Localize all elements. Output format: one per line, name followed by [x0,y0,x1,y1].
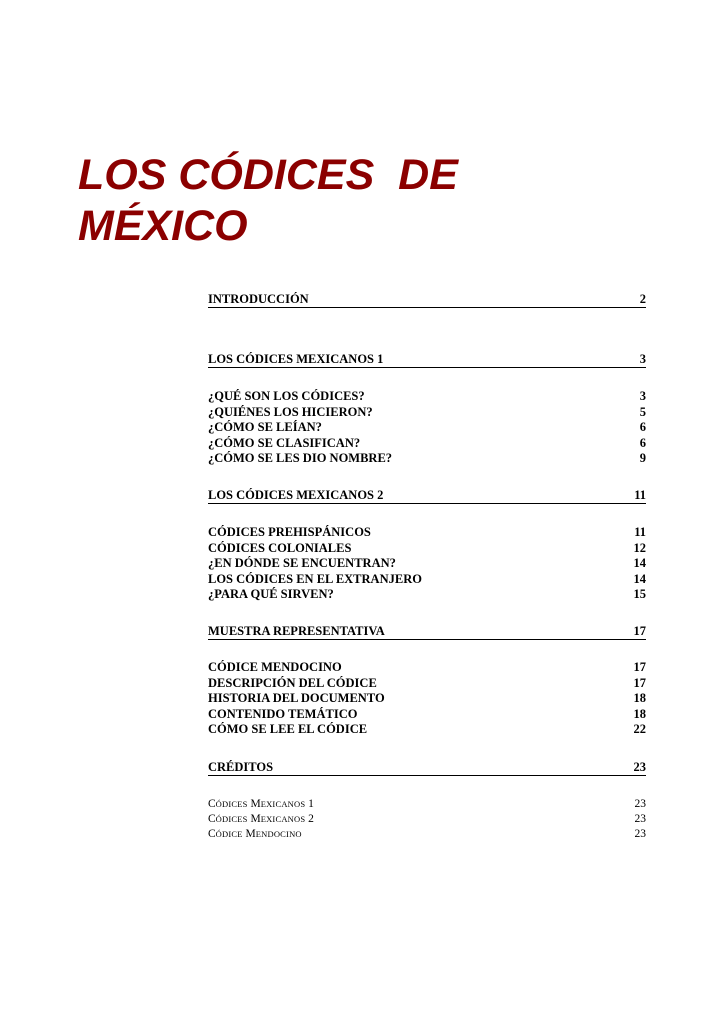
toc-heading-mexicanos-1[interactable] [208,352,646,368]
toc-entry-label: CÓDICE MENDOCINO [208,660,342,674]
toc-page-number: 14 [633,572,646,586]
toc-entry[interactable] [208,722,646,737]
toc-heading-label: MUESTRA REPRESENTATIVA [208,624,385,638]
toc-entry[interactable] [208,797,646,812]
toc-entry-label: ¿QUÉ SON LOS CÓDICES? [208,389,365,403]
toc-page-number: 6 [639,420,646,434]
toc-entry-label: ¿CÓMO SE LES DIO NOMBRE? [208,451,393,465]
toc-entry-label: CÓMO SE LEE EL CÓDICE [208,722,368,736]
toc-page-number: 17 [633,660,646,674]
document-title [78,150,458,252]
toc-entry-label: ¿QUIÉNES LOS HICIERON? [208,405,373,419]
toc-entry-label: ¿CÓMO SE CLASIFICAN? [208,436,361,450]
toc-entry[interactable] [208,436,646,451]
toc-entry-label: ¿PARA QUÉ SIRVEN? [208,587,334,601]
toc-entry-label: CONTENIDO TEMÁTICO [208,707,358,721]
toc-entry[interactable] [208,525,646,540]
toc-page-number: 6 [639,436,646,450]
toc-page-number: 23 [634,813,646,825]
toc-heading-muestra[interactable] [208,624,646,640]
toc-page-number: 12 [633,541,646,555]
title-line-1: LOS CÓDICES DE [78,151,458,199]
toc-page-number: 23 [633,760,646,774]
toc-page-number: 2 [639,292,646,306]
toc-entry-label: CÓDICES PREHISPÁNICOS [208,525,371,539]
toc-page-number: 17 [633,624,646,638]
toc-page-number: 5 [639,405,646,419]
toc-entry-label: ¿EN DÓNDE SE ENCUENTRAN? [208,556,396,570]
toc-entry-label: CÓDICES MEXICANOS 1 [208,798,314,810]
toc-entry-label: DESCRIPCIÓN DEL CÓDICE [208,676,377,690]
toc-entry-label: CÓDICES MEXICANOS 2 [208,813,314,825]
toc-entry[interactable] [208,420,646,435]
toc-entry-label: CÓDICES COLONIALES [208,541,352,555]
toc-page-number: 23 [634,828,646,840]
toc-page-number: 11 [634,525,646,539]
toc-entry[interactable] [208,660,646,675]
toc-page-number: 15 [633,587,646,601]
toc-page-number: 9 [639,451,646,465]
toc-heading-label: LOS CÓDICES MEXICANOS 1 [208,352,384,366]
toc-page-number: 3 [639,389,646,403]
toc-page-number: 14 [633,556,646,570]
toc-page-number: 17 [633,676,646,690]
toc-entry[interactable] [208,691,646,706]
title-line-2: MÉXICO [78,202,248,250]
toc-page-number: 23 [634,798,646,810]
toc-page-number: 22 [633,722,646,736]
toc-heading-introduccion[interactable] [208,292,646,308]
toc-heading-mexicanos-2[interactable] [208,488,646,504]
toc-page-number: 18 [633,691,646,705]
toc-entry[interactable] [208,812,646,827]
toc-entry[interactable] [208,707,646,722]
toc-page-number: 3 [639,352,646,366]
toc-heading-creditos[interactable] [208,760,646,776]
toc-entry[interactable] [208,405,646,420]
toc-entry-label: ¿CÓMO SE LEÍAN? [208,420,322,434]
toc-entry[interactable] [208,676,646,691]
toc-page-number: 11 [634,488,646,502]
toc-entry-label: CÓDICE MENDOCINO [208,828,302,840]
toc-heading-label: CRÉDITOS [208,760,274,774]
toc-entry[interactable] [208,389,646,404]
toc-entry[interactable] [208,451,646,466]
toc-page-number: 18 [633,707,646,721]
toc-heading-label: LOS CÓDICES MEXICANOS 2 [208,488,384,502]
toc-entry[interactable] [208,541,646,556]
toc-entry[interactable] [208,572,646,587]
toc-entry[interactable] [208,827,646,842]
toc-entry-label: HISTORIA DEL DOCUMENTO [208,691,385,705]
toc-entry-label: LOS CÓDICES EN EL EXTRANJERO [208,572,422,586]
toc-entry[interactable] [208,556,646,571]
toc-entry[interactable] [208,587,646,602]
toc-heading-label: INTRODUCCIÓN [208,292,309,306]
